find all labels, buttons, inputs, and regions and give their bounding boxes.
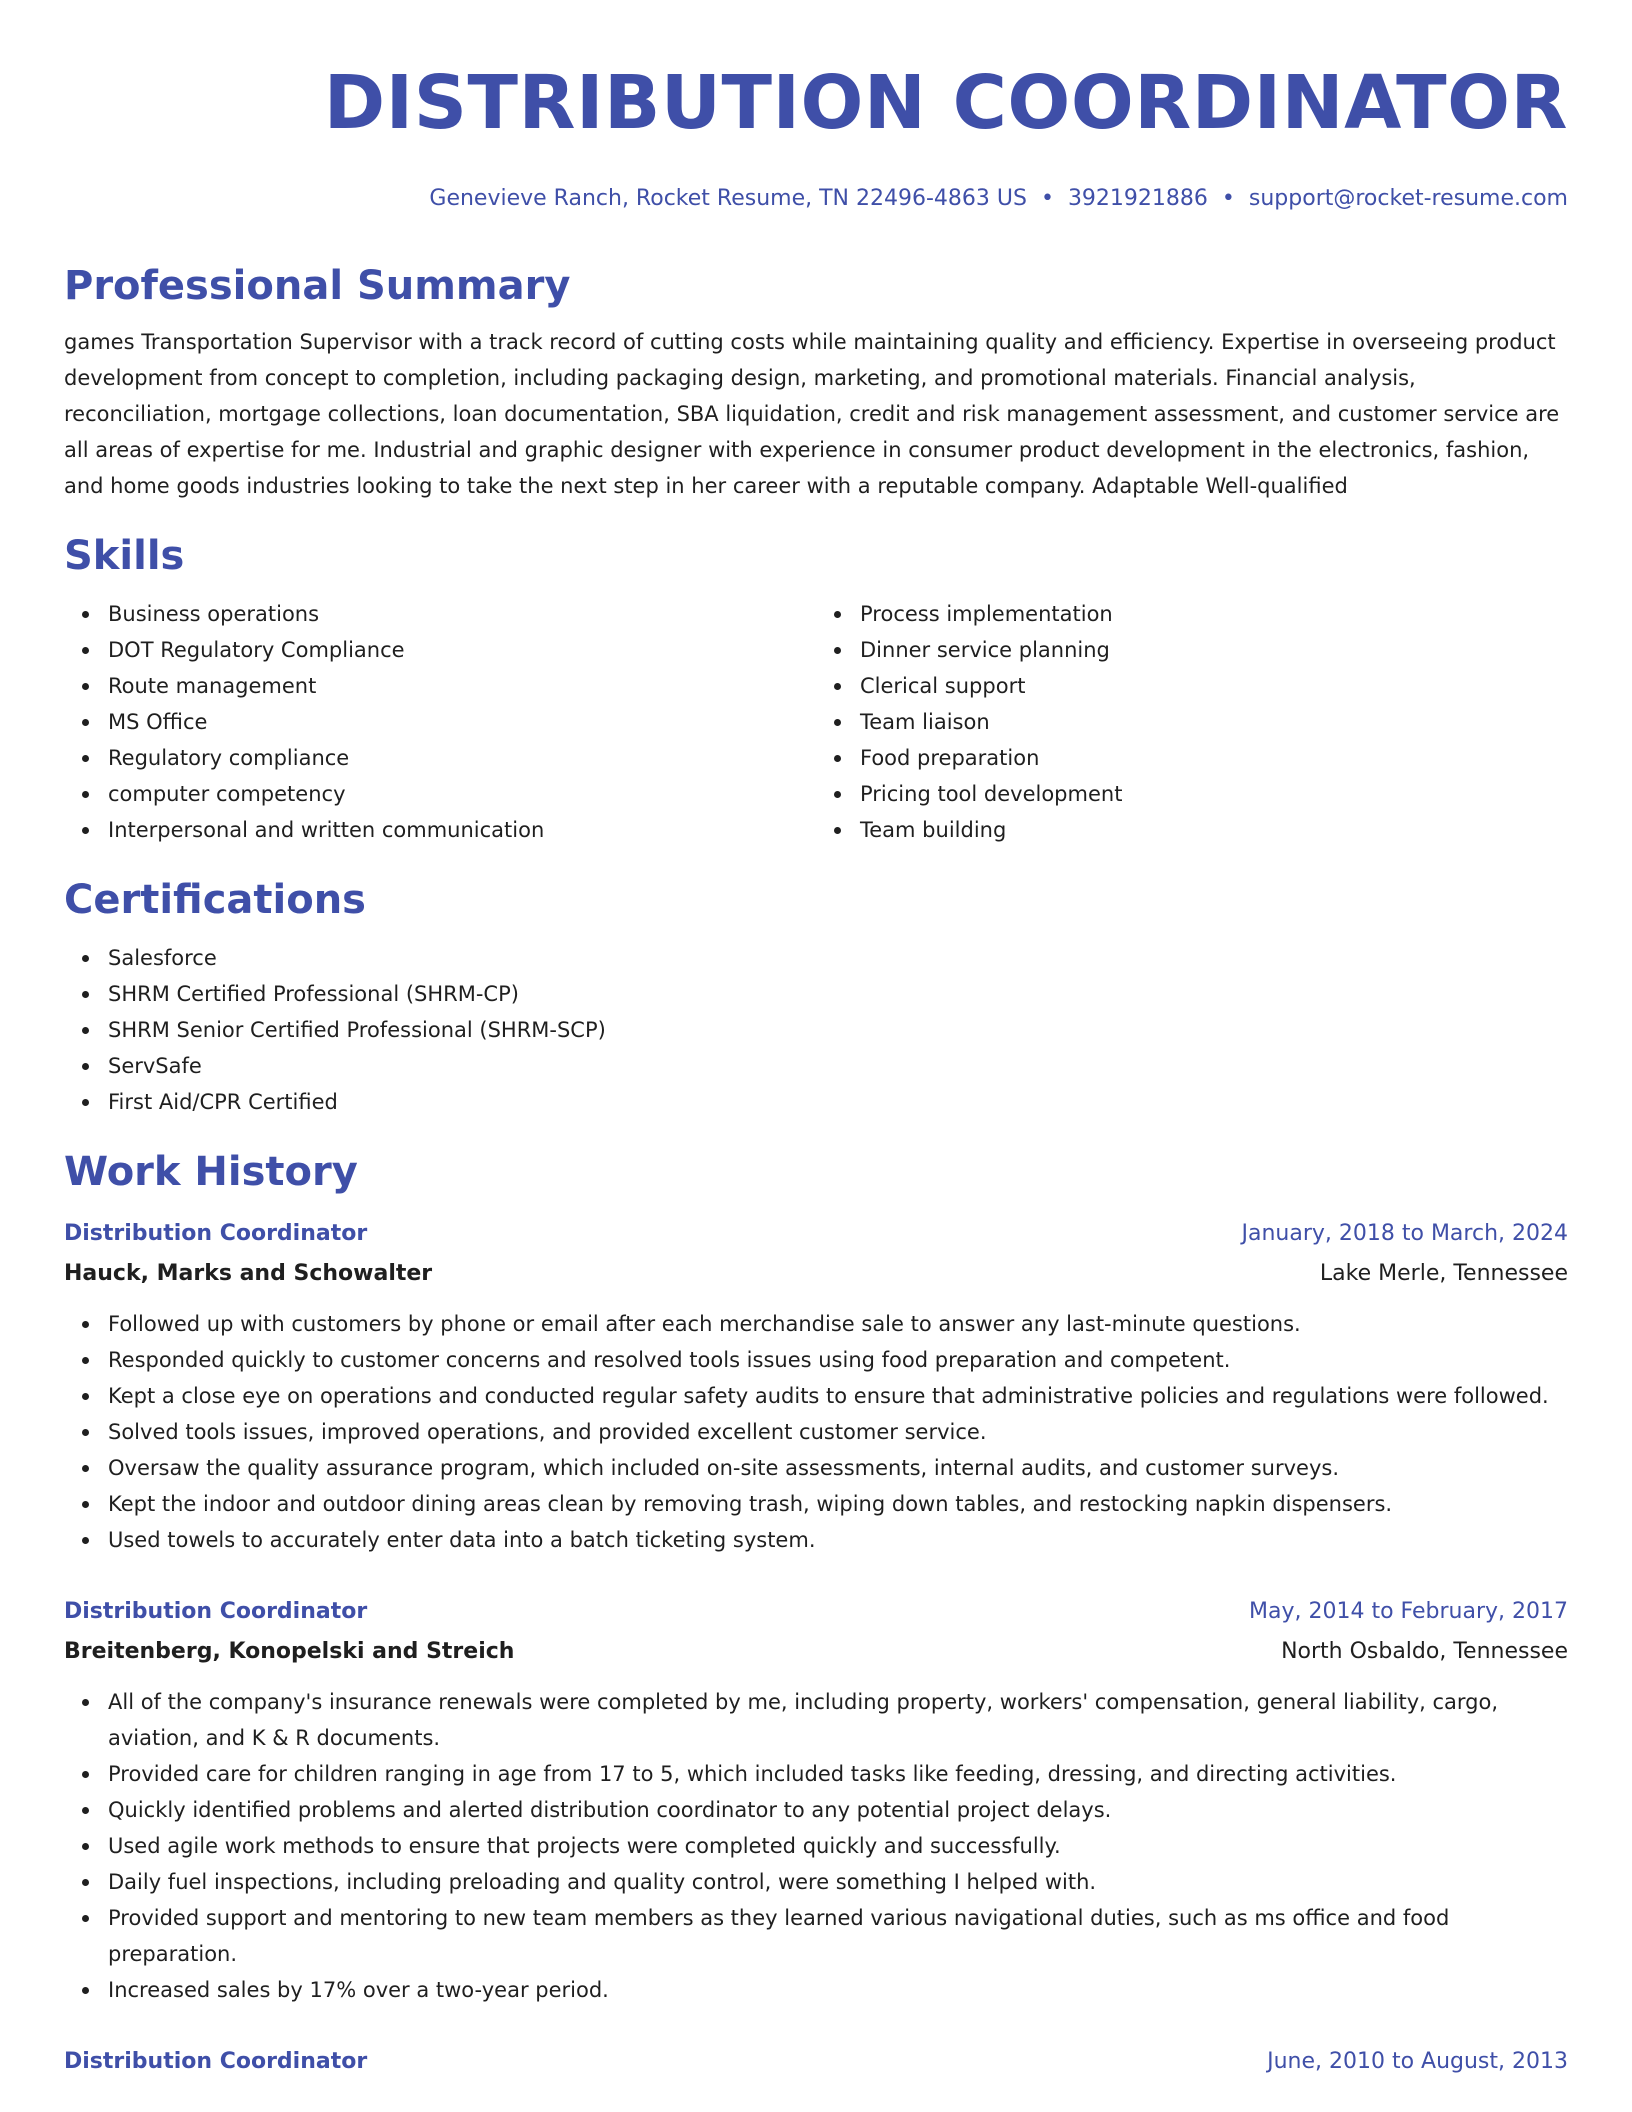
skill-item: Food preparation: [860, 740, 1568, 776]
summary-text: games Transportation Supervisor with a track record of cutting costs while maintaining quality and efficiency. Expertise in overseeing product development from concept to completion, including packaging design, marketing, and promotional materials. Financial analysis, reconciliation, mortgage collections, loan documentation, SBA liquidation, credit and risk management assessment, and customer service are all areas of expertise for me. Industrial and graphic designer with experience in consumer product development in the electronics, fashion, and home goods industries looking to take the next step in her career with a reputable company. Adaptable Well-qualified: [64, 330, 1560, 498]
job-bullet: Followed up with customers by phone or email after each merchandise sale to answer any last-minute questions.: [108, 1306, 1568, 1342]
job-entry: [64, 2042, 1568, 2082]
job-bullet: Used towels to accurately enter data into a batch ticketing system.: [108, 1522, 1568, 1558]
skill-item: Regulatory compliance: [108, 740, 816, 776]
contact-address: Genevieve Ranch, Rocket Resume, TN 22496-4863 US: [429, 186, 1027, 211]
certification-item: ServSafe: [108, 1048, 1568, 1084]
skill-item: MS Office: [108, 704, 816, 740]
job-entry: [64, 1592, 1568, 2008]
skills-heading: Skills: [64, 533, 185, 579]
job-bullet: Responded quickly to customer concerns and resolved tools issues using food preparation and competent.: [108, 1342, 1568, 1378]
job-title: Distribution Coordinator: [64, 2049, 368, 2074]
job-bullet: Oversaw the quality assurance program, which included on-site assessments, internal audits, and customer surveys.: [108, 1450, 1568, 1486]
skill-item: Clerical support: [860, 668, 1568, 704]
job-bullets: [64, 1306, 1568, 1558]
job-company-row: [64, 1632, 1568, 1672]
job-company: Hauck, Marks and Schowalter: [64, 1261, 433, 1286]
job-entry: [64, 1214, 1568, 1558]
job-bullet: Kept a close eye on operations and conducted regular safety audits to ensure that administrative policies and regulations were followed.: [108, 1378, 1568, 1414]
job-bullet: Daily fuel inspections, including preloading and quality control, were something I helped with.: [108, 1864, 1568, 1900]
certification-item: SHRM Senior Certified Professional (SHRM-SCP): [108, 1012, 1568, 1048]
skill-item: Route management: [108, 668, 816, 704]
separator-dot: •: [1221, 186, 1235, 211]
separator-dot: •: [1040, 186, 1054, 211]
certifications-list: [64, 940, 1568, 1120]
certification-item: SHRM Certified Professional (SHRM-CP): [108, 976, 1568, 1012]
skills-right-list: [816, 596, 1568, 848]
skill-item: Process implementation: [860, 596, 1568, 632]
certification-item: First Aid/CPR Certified: [108, 1084, 1568, 1120]
certifications-heading: Certifications: [64, 877, 366, 923]
job-title: Distribution Coordinator: [64, 1599, 368, 1624]
job-title-row: [64, 2042, 1568, 2082]
job-bullet: Increased sales by 17% over a two-year period.: [108, 1972, 1568, 2008]
skill-item: Team building: [860, 812, 1568, 848]
skills-left-list: [64, 596, 816, 848]
summary-heading: Professional Summary: [64, 263, 571, 309]
job-bullets: [64, 1684, 1568, 2008]
skill-item: Interpersonal and written communication: [108, 812, 816, 848]
job-bullet: Solved tools issues, improved operations, and provided excellent customer service.: [108, 1414, 1568, 1450]
skill-item: DOT Regulatory Compliance: [108, 632, 816, 668]
contact-email: support@rocket-resume.com: [1248, 186, 1568, 211]
job-dates: June, 2010 to August, 2013: [1267, 2049, 1568, 2074]
job-bullet: Used agile work methods to ensure that projects were completed quickly and successfully.: [108, 1828, 1568, 1864]
skill-item: computer competency: [108, 776, 816, 812]
job-bullet: Quickly identified problems and alerted distribution coordinator to any potential project delays.: [108, 1792, 1568, 1828]
skill-item: Team liaison: [860, 704, 1568, 740]
resume-title: DISTRIBUTION COORDINATOR: [323, 60, 1568, 146]
certification-item: Salesforce: [108, 940, 1568, 976]
job-bullet: Provided support and mentoring to new team members as they learned various navigational duties, such as ms office and food preparation.: [108, 1900, 1568, 1972]
job-location: Lake Merle, Tennessee: [1319, 1261, 1568, 1286]
contact-phone: 3921921886: [1067, 186, 1208, 211]
contact-line: [64, 182, 1568, 216]
job-location: North Osbaldo, Tennessee: [1281, 1639, 1568, 1664]
skill-item: Dinner service planning: [860, 632, 1568, 668]
job-dates: May, 2014 to February, 2017: [1249, 1599, 1568, 1624]
work-history-heading: Work History: [64, 1149, 358, 1195]
job-dates: January, 2018 to March, 2024: [1241, 1221, 1568, 1246]
job-title: Distribution Coordinator: [64, 1221, 368, 1246]
job-bullet: All of the company's insurance renewals were completed by me, including property, workers' compensation, general liability, cargo, aviation, and K & R documents.: [108, 1684, 1568, 1756]
job-title-row: [64, 1214, 1568, 1254]
job-bullet: Provided care for children ranging in age from 17 to 5, which included tasks like feeding, dressing, and directing activities.: [108, 1756, 1568, 1792]
skills-columns: [64, 596, 1568, 848]
skill-item: Pricing tool development: [860, 776, 1568, 812]
job-company-row: [64, 1254, 1568, 1294]
job-company: Breitenberg, Konopelski and Streich: [64, 1639, 515, 1664]
job-title-row: [64, 1592, 1568, 1632]
job-bullet: Kept the indoor and outdoor dining areas clean by removing trash, wiping down tables, and restocking napkin dispensers.: [108, 1486, 1568, 1522]
skill-item: Business operations: [108, 596, 816, 632]
